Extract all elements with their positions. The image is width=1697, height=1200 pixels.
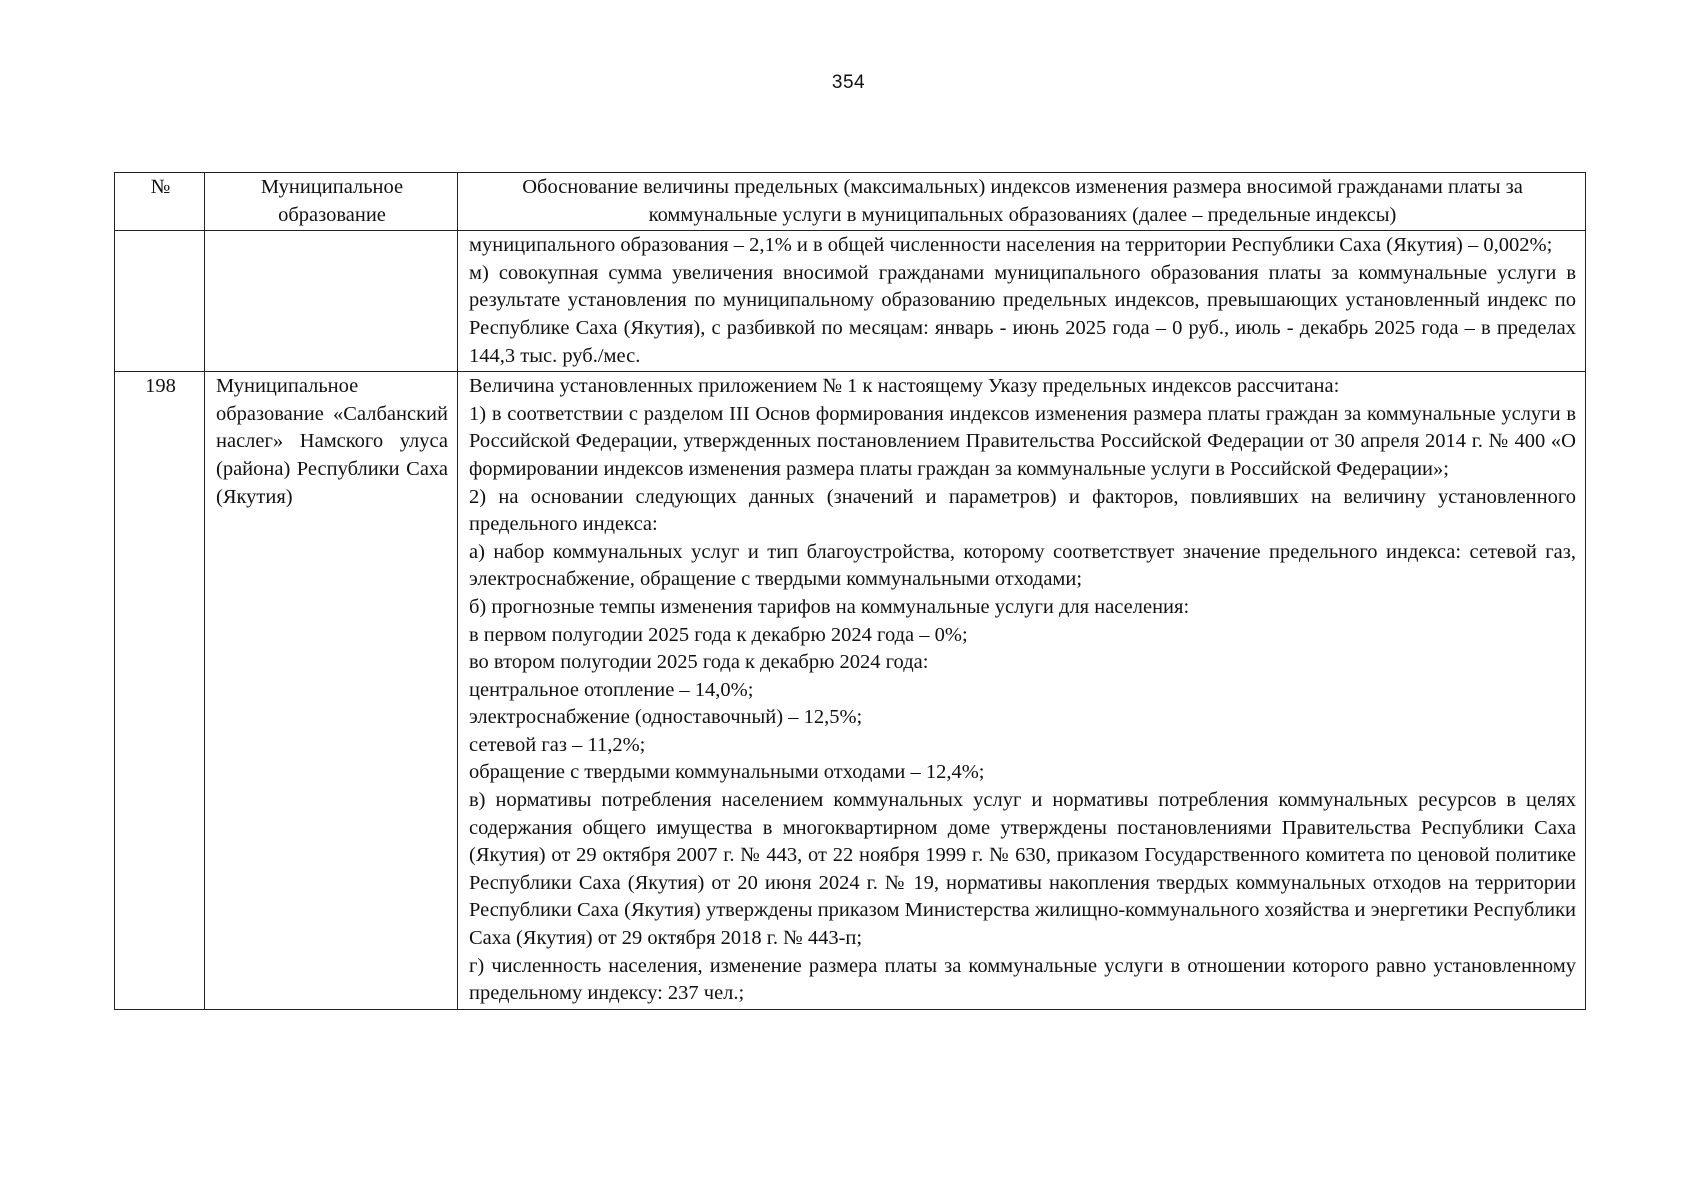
header-justification: Обоснование величины предельных (максимальных) индексов изменения размера вносимой гражданами платы за коммунальные услуги в муниципальных образованиях (далее – предельные индексы): [458, 173, 1586, 231]
header-municipality: Муниципальное образование: [205, 173, 458, 231]
justification-paragraph: электроснабжение (одноставочный) – 12,5%;: [469, 706, 863, 729]
page-number: 354: [831, 72, 866, 93]
justification-paragraph: г) численность населения, изменение размера платы за коммунальные услуги в отношении которого равно установленному предельному индексу: 237 чел.;: [469, 954, 1576, 1005]
cell-number: [115, 231, 205, 372]
justification-paragraph: сетевой газ – 11,2%;: [469, 733, 646, 756]
cell-municipality: Муниципальное образование «Салбанский наслег» Намского улуса (района) Республики Саха (Якутия): [205, 372, 458, 1010]
table-header-row: [115, 173, 1586, 231]
cell-municipality: [205, 231, 458, 372]
justification-paragraph: б) прогнозные темпы изменения тарифов на коммунальные услуги для населения:: [469, 595, 1190, 618]
cell-justification: [458, 372, 1586, 1010]
justification-paragraph: в первом полугодии 2025 года к декабрю 2024 года – 0%;: [469, 623, 968, 646]
justification-paragraph: обращение с твердыми коммунальными отходами – 12,4%;: [469, 761, 985, 784]
cell-number: 198: [115, 372, 205, 1010]
justification-paragraph: 1) в соответствии с разделом III Основ формирования индексов изменения размера платы граждан за коммунальные услуги в Российской Федерации, утвержденных постановлением Правительства Российской Федерации от 30 апреля 2014 г. № 400 «О формировании индексов изменения размера платы граждан за коммунальные услуги в Российской Федерации»;: [469, 402, 1576, 480]
indices-justification-table: [114, 172, 1586, 1010]
cell-justification: [458, 231, 1586, 372]
justification-paragraph: м) совокупная сумма увеличения вносимой гражданами муниципального образования платы за коммунальные услуги в результате установления по муниципальному образованию предельных индексов, превышающих установленный индекс по Республике Саха (Якутия), с разбивкой по месяцам: январь - июнь 2025 года – 0 руб., июль - декабрь 2025 года – в пределах 144,3 тыс. руб./мес.: [469, 261, 1576, 367]
justification-paragraph: 2) на основании следующих данных (значений и параметров) и факторов, повлиявших на величину установленного предельного индекса:: [469, 485, 1576, 536]
table-row-198: [115, 372, 1586, 1010]
justification-paragraph: муниципального образования – 2,1% и в общей численности населения на территории Республики Саха (Якутия) – 0,002%;: [469, 234, 1553, 257]
header-number: №: [115, 173, 205, 231]
justification-paragraph: во втором полугодии 2025 года к декабрю 2024 года:: [469, 651, 929, 674]
table-row-continuation: [115, 231, 1586, 372]
justification-paragraph: центральное отопление – 14,0%;: [469, 678, 754, 701]
justification-paragraph: в) нормативы потребления населением коммунальных услуг и нормативы потребления коммунальных ресурсов в целях содержания общего имущества в многоквартирном доме утверждены постановлениями Правительства Республики Саха (Якутия) от 29 октября 2007 г. № 443, от 22 ноября 1999 г. № 630, приказом Государственного комитета по ценовой политике Республики Саха (Якутия) от 20 июня 2024 г. № 19, нормативы накопления твердых коммунальных отходов на территории Республики Саха (Якутия) утверждены приказом Министерства жилищно-коммунального хозяйства и энергетики Республики Саха (Якутия) от 29 октября 2018 г. № 443-п;: [469, 789, 1576, 950]
justification-paragraph: Величина установленных приложением № 1 к настоящему Указу предельных индексов рассчитана:: [469, 375, 1340, 398]
justification-paragraph: а) набор коммунальных услуг и тип благоустройства, которому соответствует значение предельного индекса: сетевой газ, электроснабжение, обращение с твердыми коммунальными отходами;: [469, 540, 1576, 591]
